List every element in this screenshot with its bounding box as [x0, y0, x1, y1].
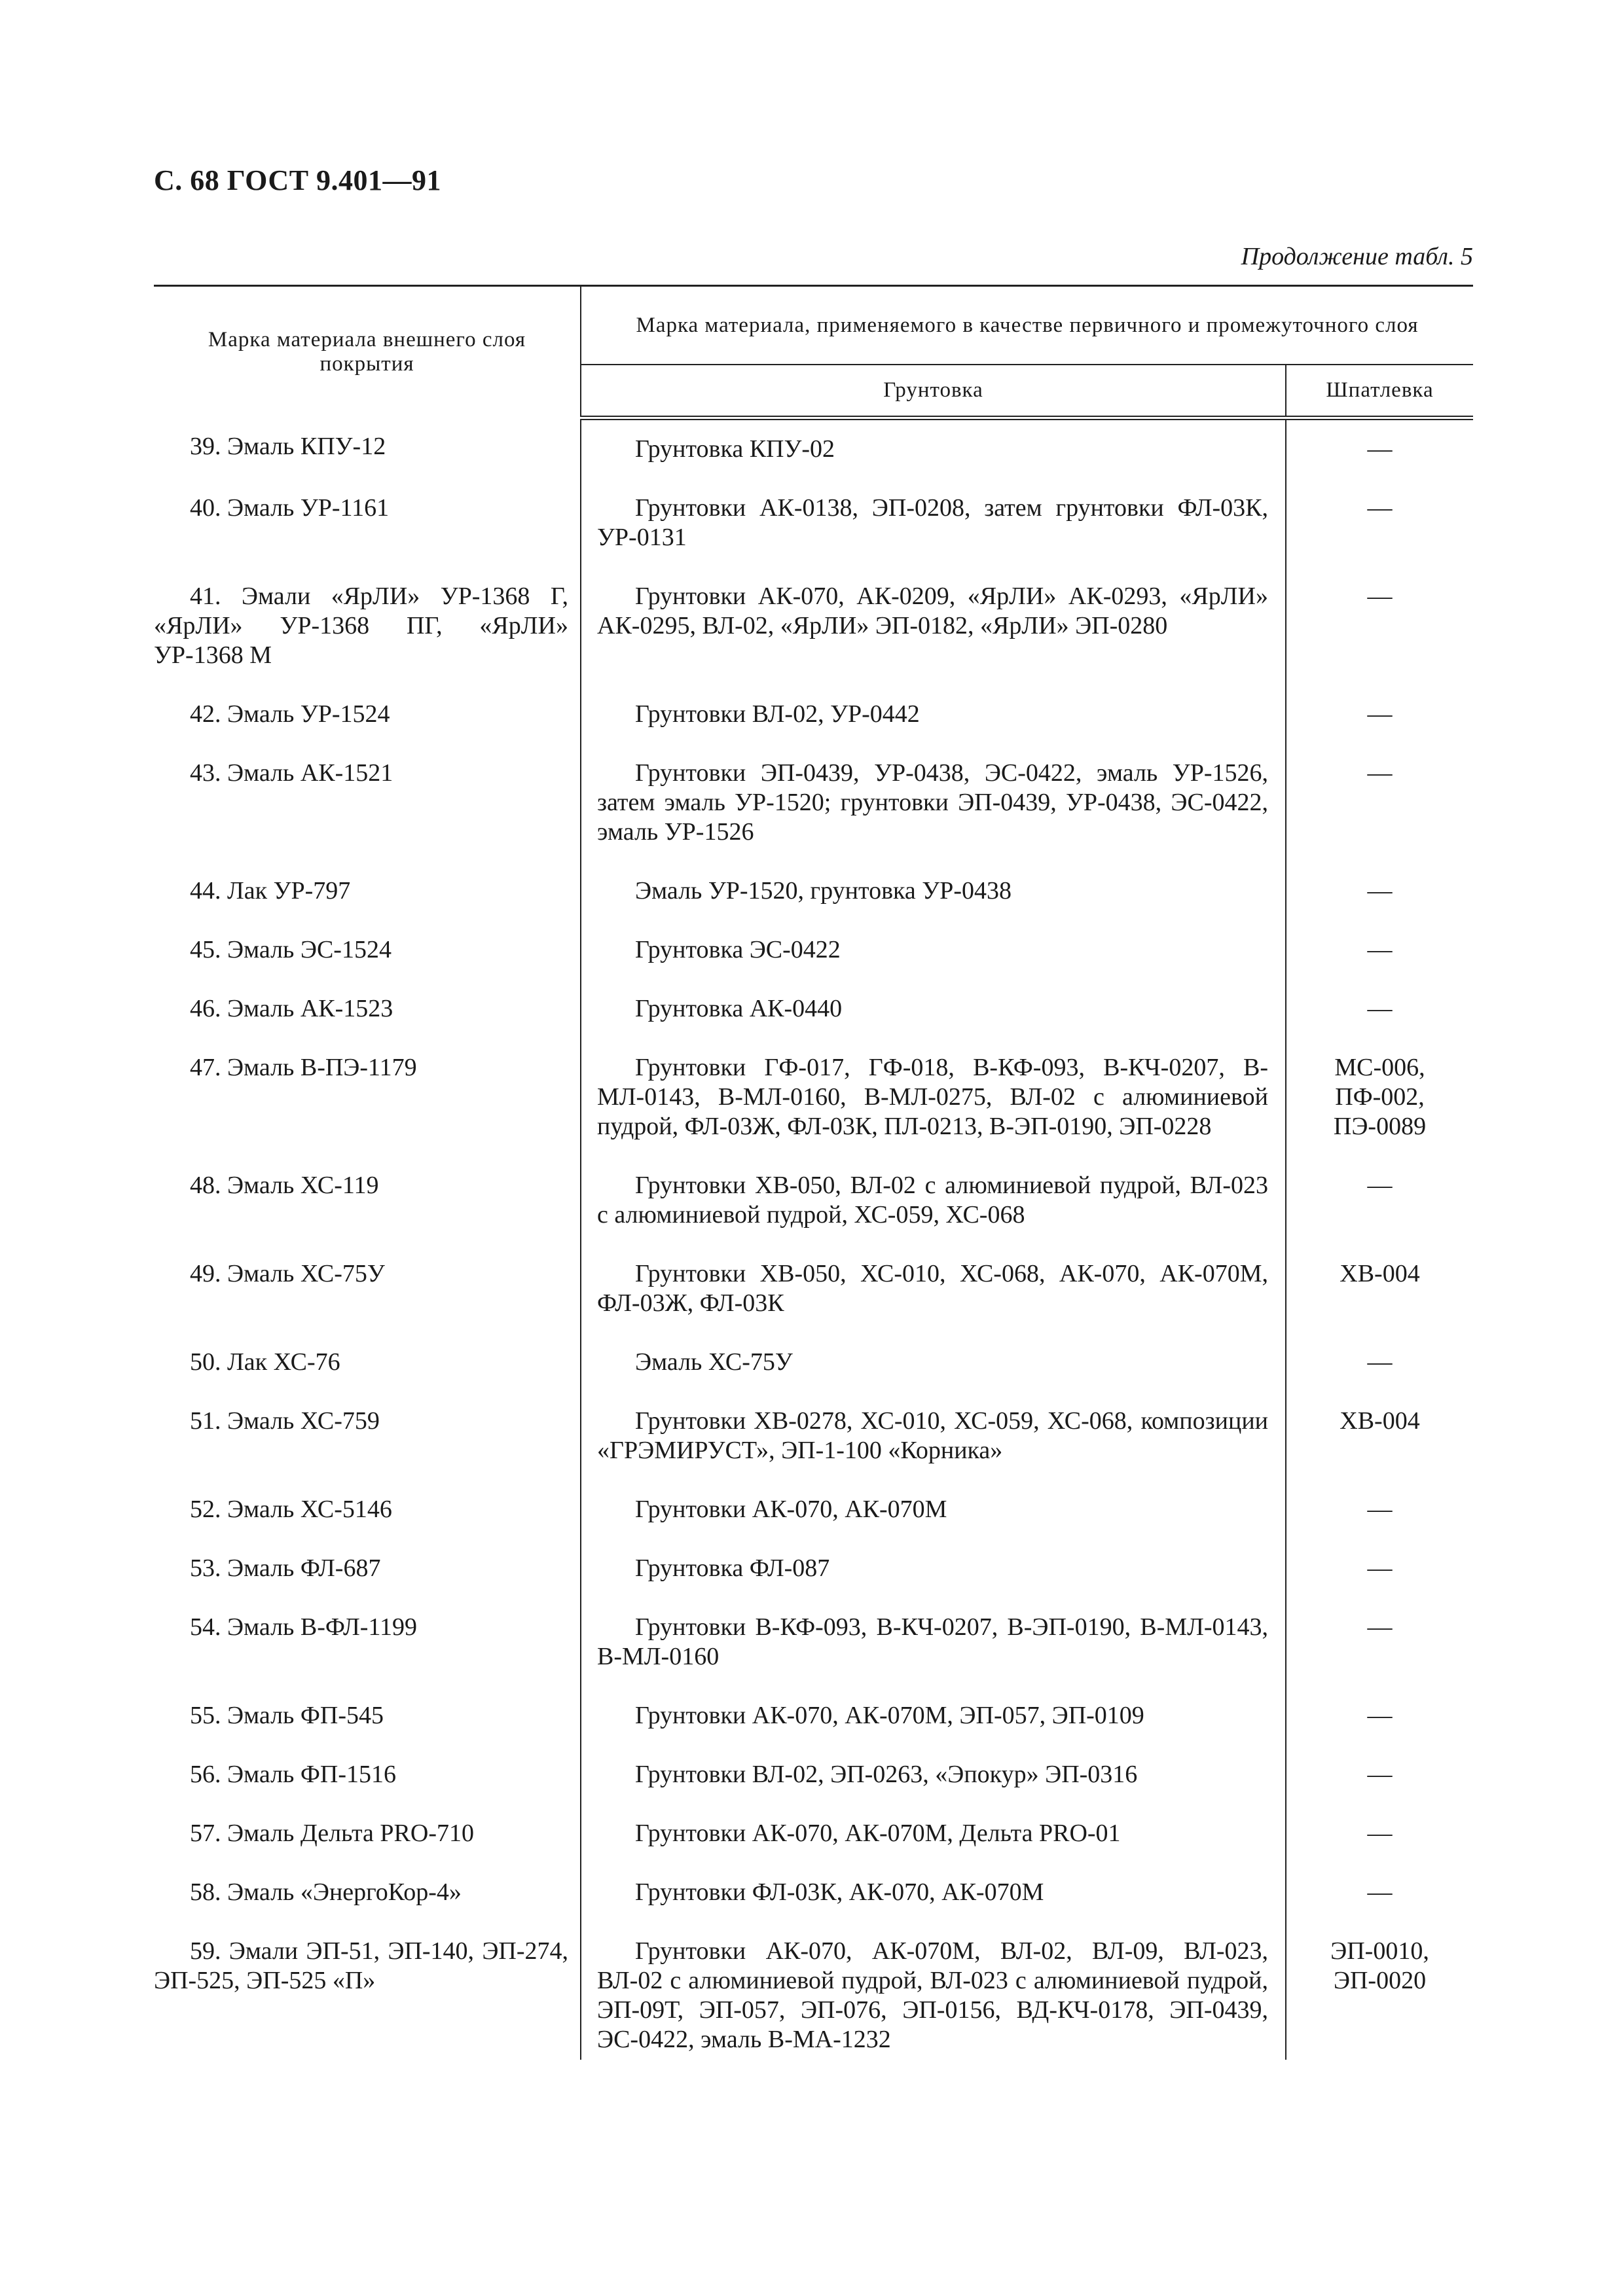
- table-row: [154, 1554, 1473, 1613]
- outer-material-text: 40. Эмаль УР-1161: [190, 493, 390, 522]
- cell-primer: Грунтовки ФЛ-03К, АК-070, АК-070М: [581, 1878, 1286, 1937]
- outer-material-text: 42. Эмаль УР-1524: [190, 700, 390, 728]
- cell-putty: —: [1367, 582, 1393, 610]
- cell-outer-material: [154, 1259, 581, 1348]
- table-row: [154, 1348, 1473, 1407]
- cell-outer-material: [154, 1554, 581, 1613]
- cell-putty: —: [1367, 759, 1393, 787]
- table-row: [154, 1407, 1473, 1495]
- table-row: [154, 582, 1473, 700]
- cell-primer: Грунтовки ХВ-0278, ХС-010, ХС-059, ХС-068, композиции «ГРЭМИРУСТ», ЭП-1-100 «Корника»: [581, 1407, 1286, 1495]
- cell-outer-material: [154, 1171, 581, 1259]
- header-outer-layer: Марка материала внешнего слоя покрытия: [154, 286, 581, 418]
- table-row: [154, 1760, 1473, 1819]
- cell-outer-material: [154, 935, 581, 994]
- outer-material-text: 57. Эмаль Дельта PRO-710: [190, 1819, 474, 1847]
- cell-primer: Грунтовки АК-0138, ЭП-0208, затем грунтовки ФЛ-03К, УР-0131: [581, 493, 1286, 582]
- table-row: [154, 1937, 1473, 2060]
- cell-primer: Грунтовки ГФ-017, ГФ-018, В-КФ-093, В-КЧ-0207, В-МЛ-0143, В-МЛ-0160, В-МЛ-0275, ВЛ-02 с алюминиевой пудрой, ФЛ-03Ж, ФЛ-03К, ПЛ-0213, В-ЭП-0190, ЭП-0228: [581, 1053, 1286, 1171]
- table-row: [154, 418, 1473, 493]
- table-row: [154, 1613, 1473, 1701]
- cell-outer-material: [154, 1819, 581, 1878]
- cell-primer: Грунтовки АК-070, АК-070М, ЭП-057, ЭП-0109: [581, 1701, 1286, 1760]
- cell-putty: ХВ-004: [1340, 1407, 1420, 1435]
- cell-outer-material: [154, 1701, 581, 1760]
- outer-material-text: 52. Эмаль ХС-5146: [190, 1495, 392, 1523]
- table-row: [154, 493, 1473, 582]
- cell-putty: —: [1367, 1495, 1393, 1523]
- table-header: [154, 286, 1473, 418]
- cell-primer: Эмаль ХС-75У: [581, 1348, 1286, 1407]
- cell-outer-material: [154, 1495, 581, 1554]
- cell-primer: Грунтовки АК-070, АК-070М: [581, 1495, 1286, 1554]
- cell-outer-material: [154, 582, 581, 700]
- cell-outer-material: [154, 994, 581, 1053]
- cell-outer-material: [154, 1613, 581, 1701]
- cell-putty: —: [1367, 876, 1393, 905]
- table-row: [154, 1819, 1473, 1878]
- table-row: [154, 935, 1473, 994]
- outer-material-text: 48. Эмаль ХС-119: [190, 1171, 379, 1199]
- table-row: [154, 759, 1473, 876]
- table-continuation-note: Продолжение табл. 5: [1241, 243, 1473, 270]
- cell-primer: Грунтовка КПУ-02: [581, 418, 1286, 493]
- table-row: [154, 1259, 1473, 1348]
- outer-material-text: 43. Эмаль АК-1521: [190, 759, 393, 787]
- outer-material-text: 39. Эмаль КПУ-12: [190, 433, 386, 460]
- outer-material-text: 54. Эмаль В-ФЛ-1199: [190, 1613, 418, 1641]
- outer-material-text: 41. Эмали «ЯрЛИ» УР-1368 Г, «ЯрЛИ» УР-1368 ПГ, «ЯрЛИ» УР-1368 М: [154, 582, 568, 669]
- cell-putty: —: [1367, 1171, 1393, 1199]
- cell-primer: Грунтовки ВЛ-02, ЭП-0263, «Эпокур» ЭП-0316: [581, 1760, 1286, 1819]
- cell-primer: Грунтовки ЭП-0439, УР-0438, ЭС-0422, эмаль УР-1526, затем эмаль УР-1520; грунтовки ЭП-0439, УР-0438, ЭС-0422, эмаль УР-1526: [581, 759, 1286, 876]
- cell-primer: Грунтовки АК-070, АК-070М, Дельта PRO-01: [581, 1819, 1286, 1878]
- outer-material-text: 45. Эмаль ЭС-1524: [190, 935, 392, 963]
- cell-outer-material: [154, 759, 581, 876]
- outer-material-text: 53. Эмаль ФЛ-687: [190, 1554, 381, 1582]
- coating-materials-table: [154, 285, 1473, 2060]
- table-row: [154, 994, 1473, 1053]
- cell-putty: ЭП-0010, ЭП-0020: [1330, 1937, 1429, 1994]
- cell-primer: Грунтовки АК-070, АК-0209, «ЯрЛИ» АК-0293, «ЯрЛИ» АК-0295, ВЛ-02, «ЯрЛИ» ЭП-0182, «ЯрЛИ» ЭП-0280: [581, 582, 1286, 700]
- outer-material-text: 55. Эмаль ФП-545: [190, 1701, 384, 1729]
- cell-putty: —: [1367, 1348, 1393, 1376]
- cell-primer: Грунтовка АК-0440: [581, 994, 1286, 1053]
- outer-material-text: 49. Эмаль ХС-75У: [190, 1259, 385, 1287]
- cell-putty: МС-006, ПФ-002, ПЭ-0089: [1333, 1053, 1427, 1140]
- header-primer: Грунтовка: [581, 365, 1286, 418]
- cell-primer: Грунтовки ВЛ-02, УР-0442: [581, 700, 1286, 759]
- header-primary-layer-group: Марка материала, применяемого в качестве первичного и промежуточного слоя: [581, 286, 1473, 365]
- table-row: [154, 1701, 1473, 1760]
- cell-outer-material: [154, 1878, 581, 1937]
- cell-putty: —: [1367, 493, 1393, 522]
- cell-putty: —: [1367, 700, 1393, 728]
- cell-primer: Грунтовки ХВ-050, ХС-010, ХС-068, АК-070, АК-070М, ФЛ-03Ж, ФЛ-03К: [581, 1259, 1286, 1348]
- cell-putty: —: [1367, 1819, 1393, 1847]
- table-row: [154, 1053, 1473, 1171]
- cell-putty: —: [1367, 994, 1393, 1022]
- table-row: [154, 1878, 1473, 1937]
- table-body: [154, 418, 1473, 2060]
- cell-primer: Грунтовка ЭС-0422: [581, 935, 1286, 994]
- table-row: [154, 1171, 1473, 1259]
- cell-outer-material: [154, 418, 581, 493]
- outer-material-text: 44. Лак УР-797: [190, 876, 351, 905]
- outer-material-text: 51. Эмаль ХС-759: [190, 1407, 380, 1435]
- page-header: С. 68 ГОСТ 9.401—91: [154, 164, 442, 196]
- header-putty: Шпатлевка: [1286, 365, 1473, 418]
- cell-putty: —: [1367, 1701, 1393, 1729]
- cell-putty: —: [1367, 1878, 1393, 1906]
- cell-outer-material: [154, 1348, 581, 1407]
- cell-primer: Грунтовки В-КФ-093, В-КЧ-0207, В-ЭП-0190, В-МЛ-0143, В-МЛ-0160: [581, 1613, 1286, 1701]
- cell-outer-material: [154, 1407, 581, 1495]
- table-row: [154, 700, 1473, 759]
- outer-material-text: 47. Эмаль В-ПЭ-1179: [190, 1053, 417, 1081]
- cell-primer: Грунтовка ФЛ-087: [581, 1554, 1286, 1613]
- cell-outer-material: [154, 493, 581, 582]
- cell-putty: ХВ-004: [1340, 1259, 1420, 1287]
- outer-material-text: 46. Эмаль АК-1523: [190, 994, 393, 1022]
- cell-putty: —: [1367, 935, 1393, 963]
- cell-outer-material: [154, 1053, 581, 1171]
- outer-material-text: 56. Эмаль ФП-1516: [190, 1760, 396, 1788]
- outer-material-text: 50. Лак ХС-76: [190, 1348, 340, 1376]
- cell-outer-material: [154, 700, 581, 759]
- cell-putty: —: [1367, 1613, 1393, 1641]
- table-row: [154, 1495, 1473, 1554]
- cell-outer-material: [154, 1937, 581, 2060]
- cell-putty: —: [1367, 435, 1393, 463]
- materials-table: [154, 285, 1473, 2060]
- cell-primer: Грунтовки ХВ-050, ВЛ-02 с алюминиевой пудрой, ВЛ-023 с алюминиевой пудрой, ХС-059, ХС-068: [581, 1171, 1286, 1259]
- cell-putty: —: [1367, 1760, 1393, 1788]
- outer-material-text: 59. Эмали ЭП-51, ЭП-140, ЭП-274, ЭП-525, ЭП-525 «П»: [154, 1937, 568, 1994]
- outer-material-text: 58. Эмаль «ЭнергоКор-4»: [190, 1878, 462, 1906]
- cell-outer-material: [154, 876, 581, 935]
- cell-outer-material: [154, 1760, 581, 1819]
- cell-putty: —: [1367, 1554, 1393, 1582]
- cell-primer: Грунтовки АК-070, АК-070М, ВЛ-02, ВЛ-09, ВЛ-023, ВЛ-02 с алюминиевой пудрой, ВЛ-023 с алюминиевой пудрой, ЭП-09Т, ЭП-057, ЭП-076, ЭП-0156, ВД-КЧ-0178, ЭП-0439, ЭС-0422, эмаль В-МА-1232: [581, 1937, 1286, 2060]
- table-row: [154, 876, 1473, 935]
- cell-primer: Эмаль УР-1520, грунтовка УР-0438: [581, 876, 1286, 935]
